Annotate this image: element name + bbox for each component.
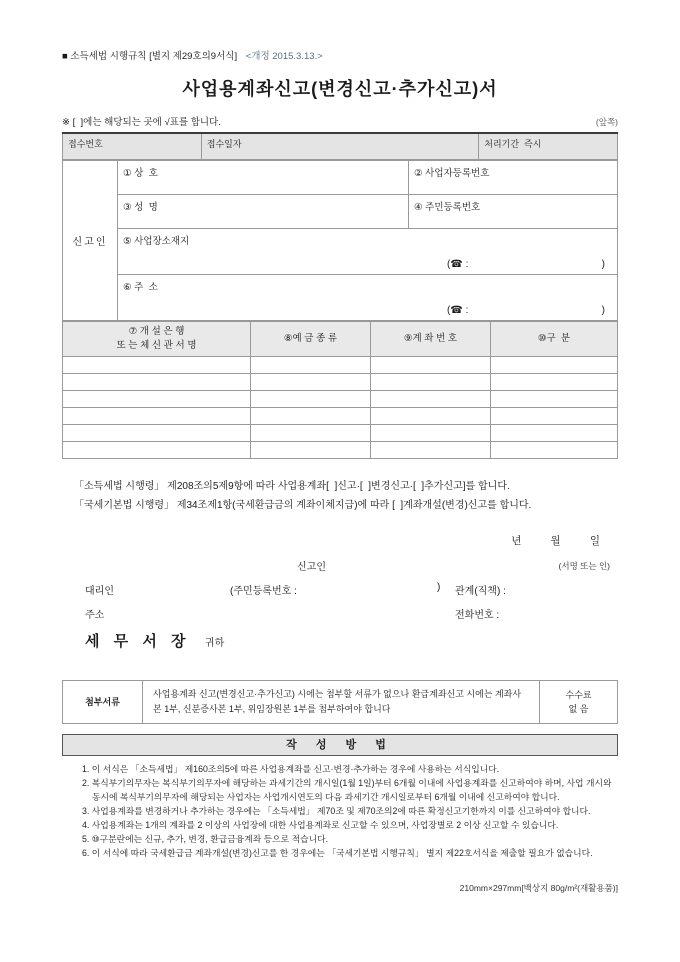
date-line [62, 533, 618, 548]
declaration-line-2 [74, 496, 618, 515]
additional-report-checkbox[interactable]: [ ] [413, 480, 425, 492]
account-empty-row [63, 407, 618, 424]
account-entry-cell[interactable] [63, 356, 251, 373]
regulation-reference: ■ 소득세법 시행규칙 [별지 제29호의9서식] [62, 51, 238, 62]
fee-label: 수수료 [565, 689, 592, 700]
fee-value: 없 음 [568, 703, 589, 714]
account-number-header: ⑨계 좌 번 호 [371, 321, 491, 356]
note-line [62, 114, 618, 128]
account-entry-cell[interactable] [371, 373, 491, 390]
deposit-type-header: ⑧예 금 종 류 [251, 321, 371, 356]
trade-name-label: ① 상 호 [123, 167, 158, 179]
form-title: 사업용계좌신고(변경신고·추가신고)서 [182, 79, 498, 99]
account-entry-cell[interactable] [251, 441, 371, 458]
account-entry-cell[interactable] [63, 424, 251, 441]
regulation-line [62, 48, 618, 62]
business-phone-line[interactable] [447, 259, 605, 270]
declaration-line2-prefix: 「국세기본법 시행령」 제34조제1항(국세환급금의 계좌이체지급)에 따라 [74, 499, 393, 511]
bank-name-header-line1: ⑦ 개 설 은 행 [128, 325, 185, 337]
declaration-line2-suffix: 계좌개설(변경)신고를 합니다. [403, 499, 532, 511]
resident-no-cell[interactable] [409, 194, 618, 228]
phone-open: (☎ : [447, 304, 469, 316]
front-page-label: (앞쪽) [595, 117, 618, 127]
instructions-header: 작 성 방 법 [62, 734, 618, 756]
paper-spec: 210mm×297mm[백상지 80g/m²(재활용품)] [459, 882, 618, 893]
attachment-label: 첨부서류 [63, 680, 143, 723]
receipt-row [63, 133, 618, 159]
business-address-cell[interactable] [118, 228, 618, 274]
account-empty-row [63, 441, 618, 458]
date-fields[interactable]: 년 월 일 [511, 534, 600, 547]
receipt-number-label: 접수번호 [68, 139, 103, 149]
instructions-list [62, 762, 618, 860]
phone-close: ) [601, 304, 605, 316]
instruction-item-1: 1. 이 서식은 「소득세법」 제160조의5에 따른 사업용계좌를 신고·변경·추가하는 경우에 사용하는 서식입니다. [82, 763, 500, 774]
instruction-item-4: 4. 사업용계좌는 1개의 계좌를 2 이상의 사업장에 대한 사업용계좌로 신고할 수 있으며, 사업장별로 2 이상 신고할 수 있습니다. [82, 819, 559, 830]
applicant-row-1 [63, 160, 618, 194]
trade-name-cell[interactable] [118, 160, 409, 194]
account-entry-cell[interactable] [491, 356, 618, 373]
attachment-row [63, 680, 618, 723]
phone-number-label[interactable]: 전화번호 : [455, 609, 500, 621]
phone-close: ) [601, 258, 605, 270]
account-entry-cell[interactable] [63, 373, 251, 390]
account-header-row [63, 321, 618, 356]
agent-resident-no-close-paren: ) [437, 581, 441, 593]
refund-account-checkbox[interactable]: [ ] [392, 499, 404, 511]
signature-or-seal-note: (서명 또는 인) [558, 560, 610, 571]
processing-period-cell [479, 133, 618, 159]
business-address-label: ⑤ 사업장소재지 [123, 235, 190, 247]
attachment-table [62, 680, 618, 724]
instruction-item-6: 6. 이 서식에 따라 국세환급금 계좌개설(변경)신고를 한 경우에는 「국세기본법 시행규칙」 별지 제22호서식을 제출할 필요가 없습니다. [82, 847, 593, 858]
account-entry-cell[interactable] [251, 390, 371, 407]
processing-period-label: 처리기간 즉시 [484, 139, 542, 149]
account-empty-row [63, 373, 618, 390]
receipt-date-cell[interactable] [201, 133, 479, 159]
receipt-date-label: 접수일자 [206, 139, 242, 149]
phone-open: (☎ : [447, 258, 469, 270]
fee-cell [540, 680, 618, 723]
revision-note: <개정 2015.3.13.> [245, 51, 323, 62]
instruction-item-3: 3. 사업용계좌를 변경하거나 추가하는 경우에는 「소득세법」 제70조 및 제70조의2에 따른 확정신고기한까지 이를 신고하여야 합니다. [82, 805, 591, 816]
agent-line [62, 582, 618, 596]
applicant-row-2 [63, 194, 618, 228]
resident-no-label: ④ 주민등록번호 [414, 201, 481, 213]
applicant-row-4 [63, 274, 618, 320]
account-entry-cell[interactable] [251, 373, 371, 390]
account-empty-row [63, 390, 618, 407]
account-entry-cell[interactable] [491, 441, 618, 458]
account-empty-row [63, 356, 618, 373]
declarant-label: 신고인 [297, 561, 326, 573]
account-empty-row [63, 424, 618, 441]
attachment-description: 사업용계좌 신고(변경신고·추가신고) 시에는 첨부할 서류가 없으나 환급계좌신고 시에는 계좌사본 1부, 신분증사본 1부, 위임장원본 1부를 첨부하여야 합니다 [143, 680, 540, 723]
account-entry-cell[interactable] [251, 424, 371, 441]
declaration-line-1 [74, 477, 618, 496]
account-entry-cell[interactable] [371, 407, 491, 424]
home-phone-line[interactable] [447, 305, 605, 316]
change-report-checkbox[interactable]: [ ] [359, 480, 372, 492]
category-header: ⑩구 분 [491, 321, 618, 356]
relation-title-label[interactable]: 관계(직책) : [455, 585, 506, 597]
declaration-line1-suffix: 추가신고]를 합니다. [424, 480, 510, 492]
business-reg-no-cell[interactable] [409, 160, 618, 194]
account-entry-cell[interactable] [371, 441, 491, 458]
declaration-line1-seg2: 변경신고· [371, 480, 414, 492]
account-entry-cell[interactable] [371, 356, 491, 373]
account-entry-cell[interactable] [63, 441, 251, 458]
declarant-line [62, 558, 618, 572]
agent-resident-no-label[interactable]: (주민등록번호 : [230, 585, 297, 597]
account-entry-cell[interactable] [491, 407, 618, 424]
business-reg-no-label: ② 사업자등록번호 [414, 167, 490, 179]
name-cell[interactable] [118, 194, 409, 228]
applicant-section-label: 신고인 [63, 160, 118, 320]
agent-label: 대리인 [85, 585, 114, 597]
account-entry-cell[interactable] [251, 407, 371, 424]
bank-name-header-line2: 또 는 체 신 관 서 명 [116, 339, 197, 351]
declaration-block [62, 477, 618, 515]
account-entry-cell[interactable] [491, 373, 618, 390]
recipient-line [62, 630, 618, 650]
name-label: ③ 성 명 [123, 201, 158, 213]
instruction-item-2: 2. 복식부기의무자는 복식부기의무자에 해당하는 과세기간의 개시일(1월 1일)부터 6개월 이내에 사업용계좌를 신고하여야 하며, 사업 개시와 동시에 복식부기의무자에 해당되는 사업자는 사업개시연도의 다음 과세기간 개시일로부터 6개월 이내에 신고하여야 합니다. [82, 777, 612, 802]
bank-name-header [63, 321, 251, 356]
receipt-table [62, 132, 618, 160]
account-entry-cell[interactable] [491, 424, 618, 441]
account-entry-cell[interactable] [63, 390, 251, 407]
declaration-line1-prefix: 「소득세법 시행령」 제208조의5제9항에 따라 사업용계좌 [74, 480, 327, 492]
instruction-item-5: 5. ⑩구분란에는 신규, 추가, 변경, 환급금융계좌 등으로 적습니다. [82, 833, 329, 844]
address-label[interactable]: 주소 [85, 609, 105, 621]
account-entry-cell[interactable] [371, 390, 491, 407]
tax-office-recipient: 세 무 서 장 [85, 632, 191, 650]
account-entry-cell[interactable] [63, 407, 251, 424]
declaration-line1-seg1: 신고· [337, 480, 360, 492]
home-address-cell[interactable] [118, 274, 618, 320]
home-address-label: ⑥ 주 소 [123, 281, 158, 293]
account-entry-cell[interactable] [371, 424, 491, 441]
account-entry-cell[interactable] [251, 356, 371, 373]
account-entry-cell[interactable] [491, 390, 618, 407]
applicant-table [62, 160, 618, 321]
receipt-number-cell[interactable] [63, 133, 202, 159]
checkmark-instruction: ※ [ ]에는 해당되는 곳에 √표를 합니다. [62, 117, 221, 128]
applicant-row-3 [63, 228, 618, 274]
address-line [62, 606, 618, 620]
report-checkbox[interactable]: [ ] [326, 480, 338, 492]
recipient-honorific: 귀하 [204, 637, 225, 649]
account-table [62, 321, 618, 459]
